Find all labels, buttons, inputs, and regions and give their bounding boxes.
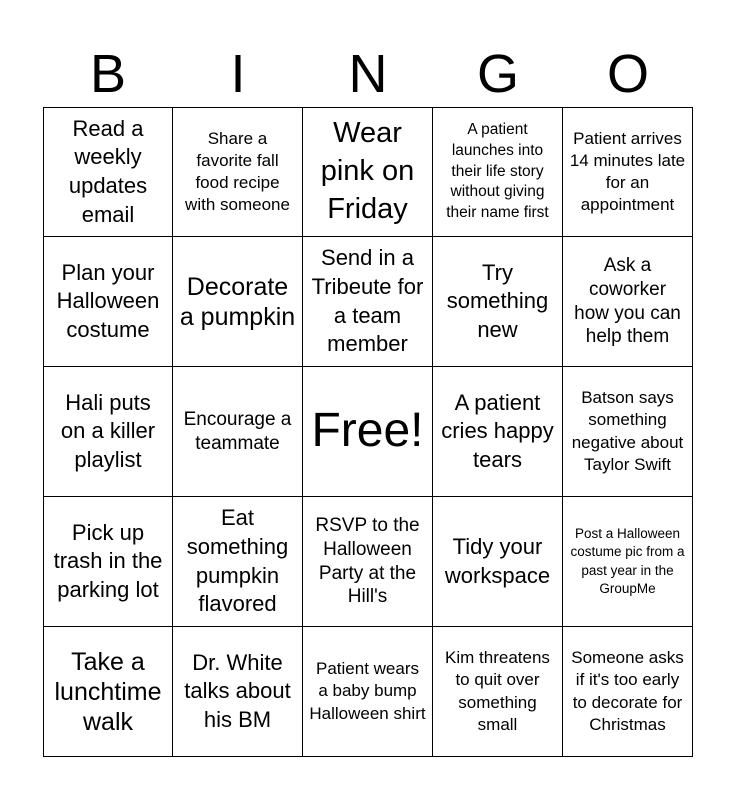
header-letter-o: O: [606, 44, 649, 104]
cell-text: Ask a coworker how you can help them: [574, 255, 681, 348]
cell-text: Pick up trash in the parking lot: [53, 519, 163, 602]
free-space-cell[interactable]: [303, 367, 433, 497]
cell-text: Patient arrives 14 minutes late for an appointment: [569, 128, 686, 215]
header-letter-b: B: [89, 44, 127, 104]
bingo-cell[interactable]: [303, 237, 433, 367]
cell-text: A patient launches into their life story without giving their name first: [446, 120, 549, 222]
bingo-cell[interactable]: [433, 497, 563, 627]
bingo-cell[interactable]: [173, 367, 303, 497]
cell-text: Take a lunchtime walk: [54, 647, 162, 736]
bingo-cell[interactable]: [563, 107, 693, 237]
bingo-cell[interactable]: [43, 237, 173, 367]
bingo-cell[interactable]: [43, 107, 173, 237]
header-letter-g: G: [476, 44, 519, 104]
bingo-cell[interactable]: [433, 627, 563, 757]
bingo-cell[interactable]: [43, 367, 173, 497]
bingo-cell[interactable]: [303, 627, 433, 757]
header-letter-i: I: [230, 44, 246, 104]
cell-text: Dr. White talks about his BM: [184, 649, 291, 732]
cell-text: Patient wears a baby bump Halloween shirt: [309, 659, 426, 723]
bingo-cell[interactable]: [303, 107, 433, 237]
bingo-header: [43, 40, 693, 108]
bingo-cell[interactable]: [433, 367, 563, 497]
cell-text: Someone asks if it's too early to decorate for Christmas: [571, 648, 684, 734]
bingo-grid: [43, 107, 693, 757]
cell-text: Try something new: [446, 259, 549, 342]
bingo-cell[interactable]: [173, 627, 303, 757]
cell-text: Plan your Halloween costume: [56, 259, 160, 342]
bingo-cell[interactable]: [563, 497, 693, 627]
bingo-cell[interactable]: [563, 237, 693, 367]
cell-text: Eat something pumpkin flavored: [186, 505, 289, 617]
bingo-cell[interactable]: [303, 497, 433, 627]
cell-text: Kim threatens to quit over something small: [445, 648, 550, 734]
bingo-cell[interactable]: [433, 107, 563, 237]
cell-text: Send in a Tribeute for a team member: [311, 245, 424, 357]
bingo-cell[interactable]: [173, 497, 303, 627]
bingo-cell[interactable]: [563, 367, 693, 497]
cell-text: Decorate a pumpkin: [179, 272, 296, 331]
cell-text: Share a favorite fall food recipe with someone: [185, 128, 290, 215]
cell-text: Read a weekly updates email: [68, 115, 148, 227]
cell-text: Post a Halloween costume pic from a past year in the GroupMe: [570, 526, 685, 596]
cell-text: Batson says something negative about Taylor Swift: [571, 388, 684, 474]
bingo-cell[interactable]: [173, 107, 303, 237]
bingo-cell[interactable]: [563, 627, 693, 757]
bingo-cell[interactable]: [173, 237, 303, 367]
cell-text: A patient cries happy tears: [441, 389, 554, 472]
cell-text: Hali puts on a killer playlist: [60, 389, 156, 472]
cell-text: Encourage a teammate: [183, 408, 292, 454]
bingo-cell[interactable]: [43, 627, 173, 757]
bingo-cell[interactable]: [43, 497, 173, 627]
free-space-text: Free!: [311, 404, 424, 458]
cell-text: Wear pink on Friday: [320, 117, 415, 225]
cell-text: RSVP to the Halloween Party at the Hill's: [315, 515, 420, 608]
bingo-cell[interactable]: [433, 237, 563, 367]
header-letter-n: N: [348, 44, 388, 104]
cell-text: Tidy your workspace: [444, 533, 551, 588]
